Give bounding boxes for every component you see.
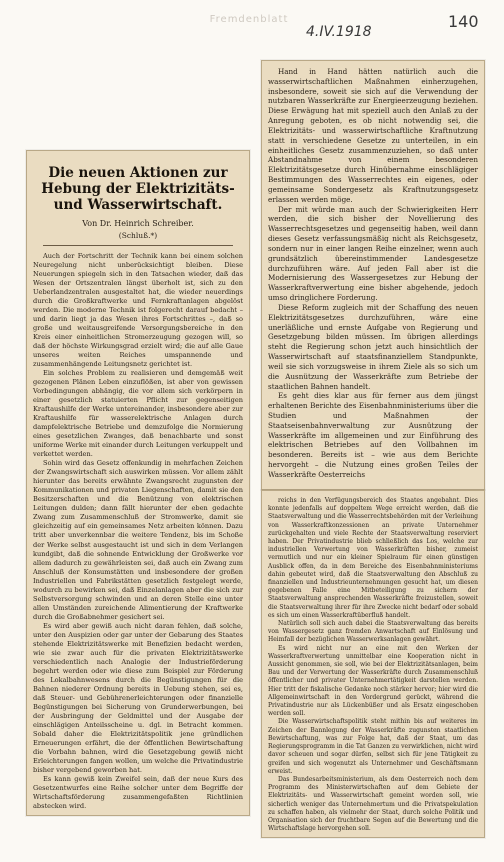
right-bottom-paragraph-4: Die Wasserwirtschaftspolitik steht mithin bis auf weiteres im Zeichen der Bannlegung der Wasserkräfte zugunsten staatlichen Bewirtschaftung, was zur Folge hat, daß der Staat, um das Regierungsprogramm in die Tat Ganzen zu verwirklichen, nicht wird davor scheuen und sogar dürfen, selbst sich für jene Tätigkeit zu greifen und sich wogenutzt als Unternehmer und Geschäftsmann erweist.	[268, 718, 478, 775]
right-top-paragraph-4: Es geht dies klar aus für ferner aus dem jüngst erhaltenen Berichte des Eisenbahnministeriums über die Studien und Maßnahmen der Staatseisenbahnverwaltung zur Ausnützung der Wasserkräfte im allgemeinen und zur Einführung des elektrischen Betriebes auf den Vollbahnen im besonderen. Bereits ist – wie aus dem Berichte hervorgeht – die Nutzung eines großen Teiles der Wasserkräfte Oesterreichs	[268, 391, 478, 479]
right-bottom-paragraph-1: reichs in den Verfügungsbereich des Staates angebahnt. Dies konnte jedenfalls auf doppeltem Wege erreicht werden, daß die Staatsverwaltung und die Wasserrechtsbehörden mit der Verleihung von Wasserkraftkonzessionen an private Unternehmer zurückgehalten und viele Rechte der Staatsverwaltung reserviert haben. Der Privatindustrie blieb schließlich das Los, welche zur industriellen Verwertung von Wasserkräften bisher, zumeist vermutlich und nur ein kleiner Spielraum für einen günstigen Ausblick offen, da in dem Bereiche des Eisenbahnministeriums dahin gebeutet wird, daß die Staatsverwaltung den Abschluß zu finanziellen und Industrieunternehmungen gesucht hat, um diesen gegebenen Falle eine Mitbeteiligung zu sichern der Staatsverwaltung ansprechenden Wasserkräfte freizustellen, soweit die Staatsverwaltung ihrer für ihre Zwecke nicht bedarf oder sobald es sich um einen Wasserkraftüberfluß handelt.	[268, 497, 478, 619]
right-top-paragraph-2: Der mit würde man auch der Schwierigkeiten Herr werden, die sich bisher der Novellierung des Wasserrechtsgesetzes und gegenseitig haben, weil dann dieses Gesetz verfassungsmäßig nicht als Reichsgesetz, sondern nur in einer langen Reihe einzelner, wenn auch grundsätzlich übereinstimmender Landesgesetze durchzuführen wäre. Auf jeden Fall aber ist die Modernisierung des Wassergesetzes zur Hebung der Wasserkraftverwertung eine bisher abgehende, jedoch umso dringlichere Forderung.	[268, 204, 478, 303]
left-paragraph-5: Es kann gewiß kein Zweifel sein, daß der neue Kurs des Gesetzentwurfes eine Reihe solcher unter dem Begriffe der Wirtschaftsförderung zusammengefaßten Richtlinien abstecken wird.	[33, 774, 243, 810]
newspaper-stamp: Fremdenblatt	[209, 14, 289, 25]
article-continuation: (Schluß.*)	[118, 231, 158, 240]
clipping-right-top	[261, 60, 485, 490]
left-paragraph-4: Es wird aber gewiß auch nicht daran fehlen, daß solche, unter den Auspizien oder gar unter der Gebarung des Staates stehende Elektrizitätswerke mit Benefizien bedacht werden, wie sie zwar auch für die privaten Elektrizitätswerke verschiedentlich nach Analogie der Industrieförderung begehrt werden oder wie diese zum Beispiel zur Förderung des Lokalbahnwesens durch die Begünstigungen für die Bahnen niederer Ordnung bereits in Uebung stehen, sei es, daß Steuer- und Gebührenerleichterungen oder finanzielle Begünstigungen bei Sicherung von Grunderwerbungen, bei der Ausbringung der Geldmittel und der Ausgabe der einschlägigen Anteilsscheine u. dgl. in Betracht kommen. Sobald daher die Elektrizitätspolitik jene gründlichen Erneuerungen erfährt, die der öffentlichen Bewirtschaftung die Vorbahn bahnen, wird die Gesetzgebung gewiß nicht Erleichterungen fangen wollen, um welche die Privatindustrie bisher vergebend geworben hat.	[33, 621, 243, 774]
right-top-paragraph-1: Hand in Hand hätten natürlich auch die wasserwirtschaftlichen Maßnahmen einherzugehen, insbesondere, soweit sie sich auf die Verwendung der nutzbaren Wasserkräfte zur Energieerzeugung beziehen. Diese Erwägung hat mit speziell auch den Anlaß zu der Anregung geboten, es ob nicht notwendig sei, die Elektrizitäts- und wasserwirtschaftliche Kraftnutzung statt in verschiedene Gesetze zu unterteilen, in ein einheitliches Gesetz zusammenzuziehen, so daß unter Abstandnahme von einem besonderen Elektrizitätsgesetze durch Hinübernahme einschlägiger Bestimmungen des Wasserrechtes ein eigenes, oder gemeinsame Sondergesetz als Kraftnutzungsgesetz erlassen werden möge.	[268, 67, 478, 204]
left-paragraph-1: Auch der Fortschritt der Technik kann bei einem solchen Neuregelung nicht unberücksichtigt bleiben. Diese Neuerungen spiegeln sich in den Tatsachen wieder, daß das Wesen der Ortszentralen längst überholt ist, sich zu den Ueberlandzentralen ausgestaltet hat, die wieder neuerdings durch die Großkraftwerke und Fernkraftanlagen abgelöst werden. Die moderne Technik ist folgerecht darauf bedacht – und darin liegt ja das Wesen ihres Fortschrittes –, daß so große und weitausgreifende Versorgungsbereiche in den Kreis einer einheitlichen Stromerzeugung gezogen will, so daß der höchste Wirkungsgrad erzielt wird; die auf alle Gaue unseres weiten Reiches umspannende und zusammenhängende Leitungsnetz gerichtet ist.	[33, 252, 243, 369]
article-author: Von Dr. Heinrich Schreiber.	[82, 219, 194, 228]
title-divider	[43, 245, 233, 246]
clipping-right-bottom	[261, 490, 485, 838]
left-paragraph-3: Sohin wird das Gesetz offenkundig in mehrfachen Zeichen der Zwangswirtschaft sich auswirken müssen. Vor allem zählt hierunter das bereits erwähnte Zwangsrecht zugunsten der Kommunikationen und privaten Liegenschaften, damit sie den Besitzerschaften und die Benützung von elektrischen Leitungen dulden; dann fällt hierunter der eben gedachte Zwang zum Zusammenschluß der Stromwerke, damit sie gleichzeitig auf ein gemeinsames Netz arbeiten können. Dazu tritt aber unverkennbar die weitere Tendenz, bis im Schoße der Werke selbst ausgestaucht ist und sich in dem Verlangen kundgibt, daß die sohnende Entwicklung der Großwerke vor allem dadurch zu gewährleisten sei, daß auch ein Zwang zum Anschluß der Konsumstätten und insbesondere der großen Industriellen und Fabrikstätten gesetzlich festgelegt werde, wodurch zu bewirken sei, daß Einzelanlagen aber die sich zur Selbstversorgung schwinden und an deren Stelle eine unter allen Umständen zureichende Alimentierung der Kraftwerke durch die Großabnehmer gesichert sei.	[33, 459, 243, 621]
right-bottom-paragraph-5: Das Bundesarbeitsministerium, als dem Oesterreich noch dem Programm des Ministerwirtschaften auf dem Gebiete der Elektrizitäts- und Wasserwirtschaft gemeint worden soll, wie sicherlich weniger das Unternehmertum und die Privatspekulation zu schaffen haben, als vielmehr der Staat, durch solche Politik und Organisation sich der fruchtbare Segen auf die Bewertung und die Wirtschaftslage hervorgehen soll.	[268, 775, 478, 833]
left-column-text	[33, 157, 243, 811]
handwritten-date: 4.IV.1918	[306, 24, 372, 40]
right-bottom-paragraph-2: Natürlich soll sich auch dabei die Staatsverwaltung das bereits von Wassergesetz ganz fremden Anwartschaft auf Einlösung und Heimfall der bezüglichen Wasserwerksanlagen gewährt.	[268, 620, 478, 644]
handwritten-page-number: 140	[448, 12, 479, 31]
right-top-text	[268, 67, 478, 480]
right-top-paragraph-3: Diese Reform zugleich mit der Schaffung des neuen Elektrizitätsgesetzes durchzuführen, wäre eine unerläßliche und ernste Aufgabe von Regierung und Gesetzgebung bilden müssen. Im übrigen allerdings steht die Regierung schon jetzt auch hinsichtlich der Wasserwirtschaft auf staatsfinanziellem Standpunkte, weil sie sich vorzugsweise in ihrem Ziele als so sich um die Ausnützung der Wasserkräfte zum Betriebe der staatlichen Bahnen handelt.	[268, 302, 478, 391]
right-bottom-text	[268, 497, 478, 833]
clipping-left-column	[26, 150, 250, 816]
article-title: Die neuen Aktionen zur Hebung der Elektrizitäts- und Wasserwirtschaft.	[41, 165, 235, 213]
right-bottom-paragraph-3: Es wird nicht nur an eine mit den Werken der Wasserkraftverwertung unmittelbar eine Kooperation nicht in Aussicht genommen, sie soll, wie bei der Elektrizitätsanlagen, beim Bau und der Verwertung der Wasserkräfte durch Zusammenschluß öffentlicher und privater Unternehmertätigkeit darstellen werden. Hier tritt der fiskalische Gedanke noch stärker hervor; hier wird die Allgemeinwirtschaft in den Vordergrund gerückt, während die Privatindustrie nur als Lückenbüßer und als Ersatz eingeschoben werden soll.	[268, 644, 478, 718]
left-paragraph-2: Ein solches Problem zu realisieren und demgemäß weit gezogenen Plänen Leben einzuflößen, ist aber von gewissen Vorbedingungen abhängig, die vor allem sich verkörpern in einer gesetzlich statuierten Pflicht zur gegenseitigen Kraftaushilfe der Werke untereinander, insbesondere aber zur Kraftaushilfe für wasserelektrische Anlagen durch dampfelektrische Betriebe und demzufolge die Normierung eines gesetzlichen Zwanges, daß benachbarte und sonst uniforme Werke mit einander durch Leitungen verkuppelt und verkettet werden.	[33, 369, 243, 459]
